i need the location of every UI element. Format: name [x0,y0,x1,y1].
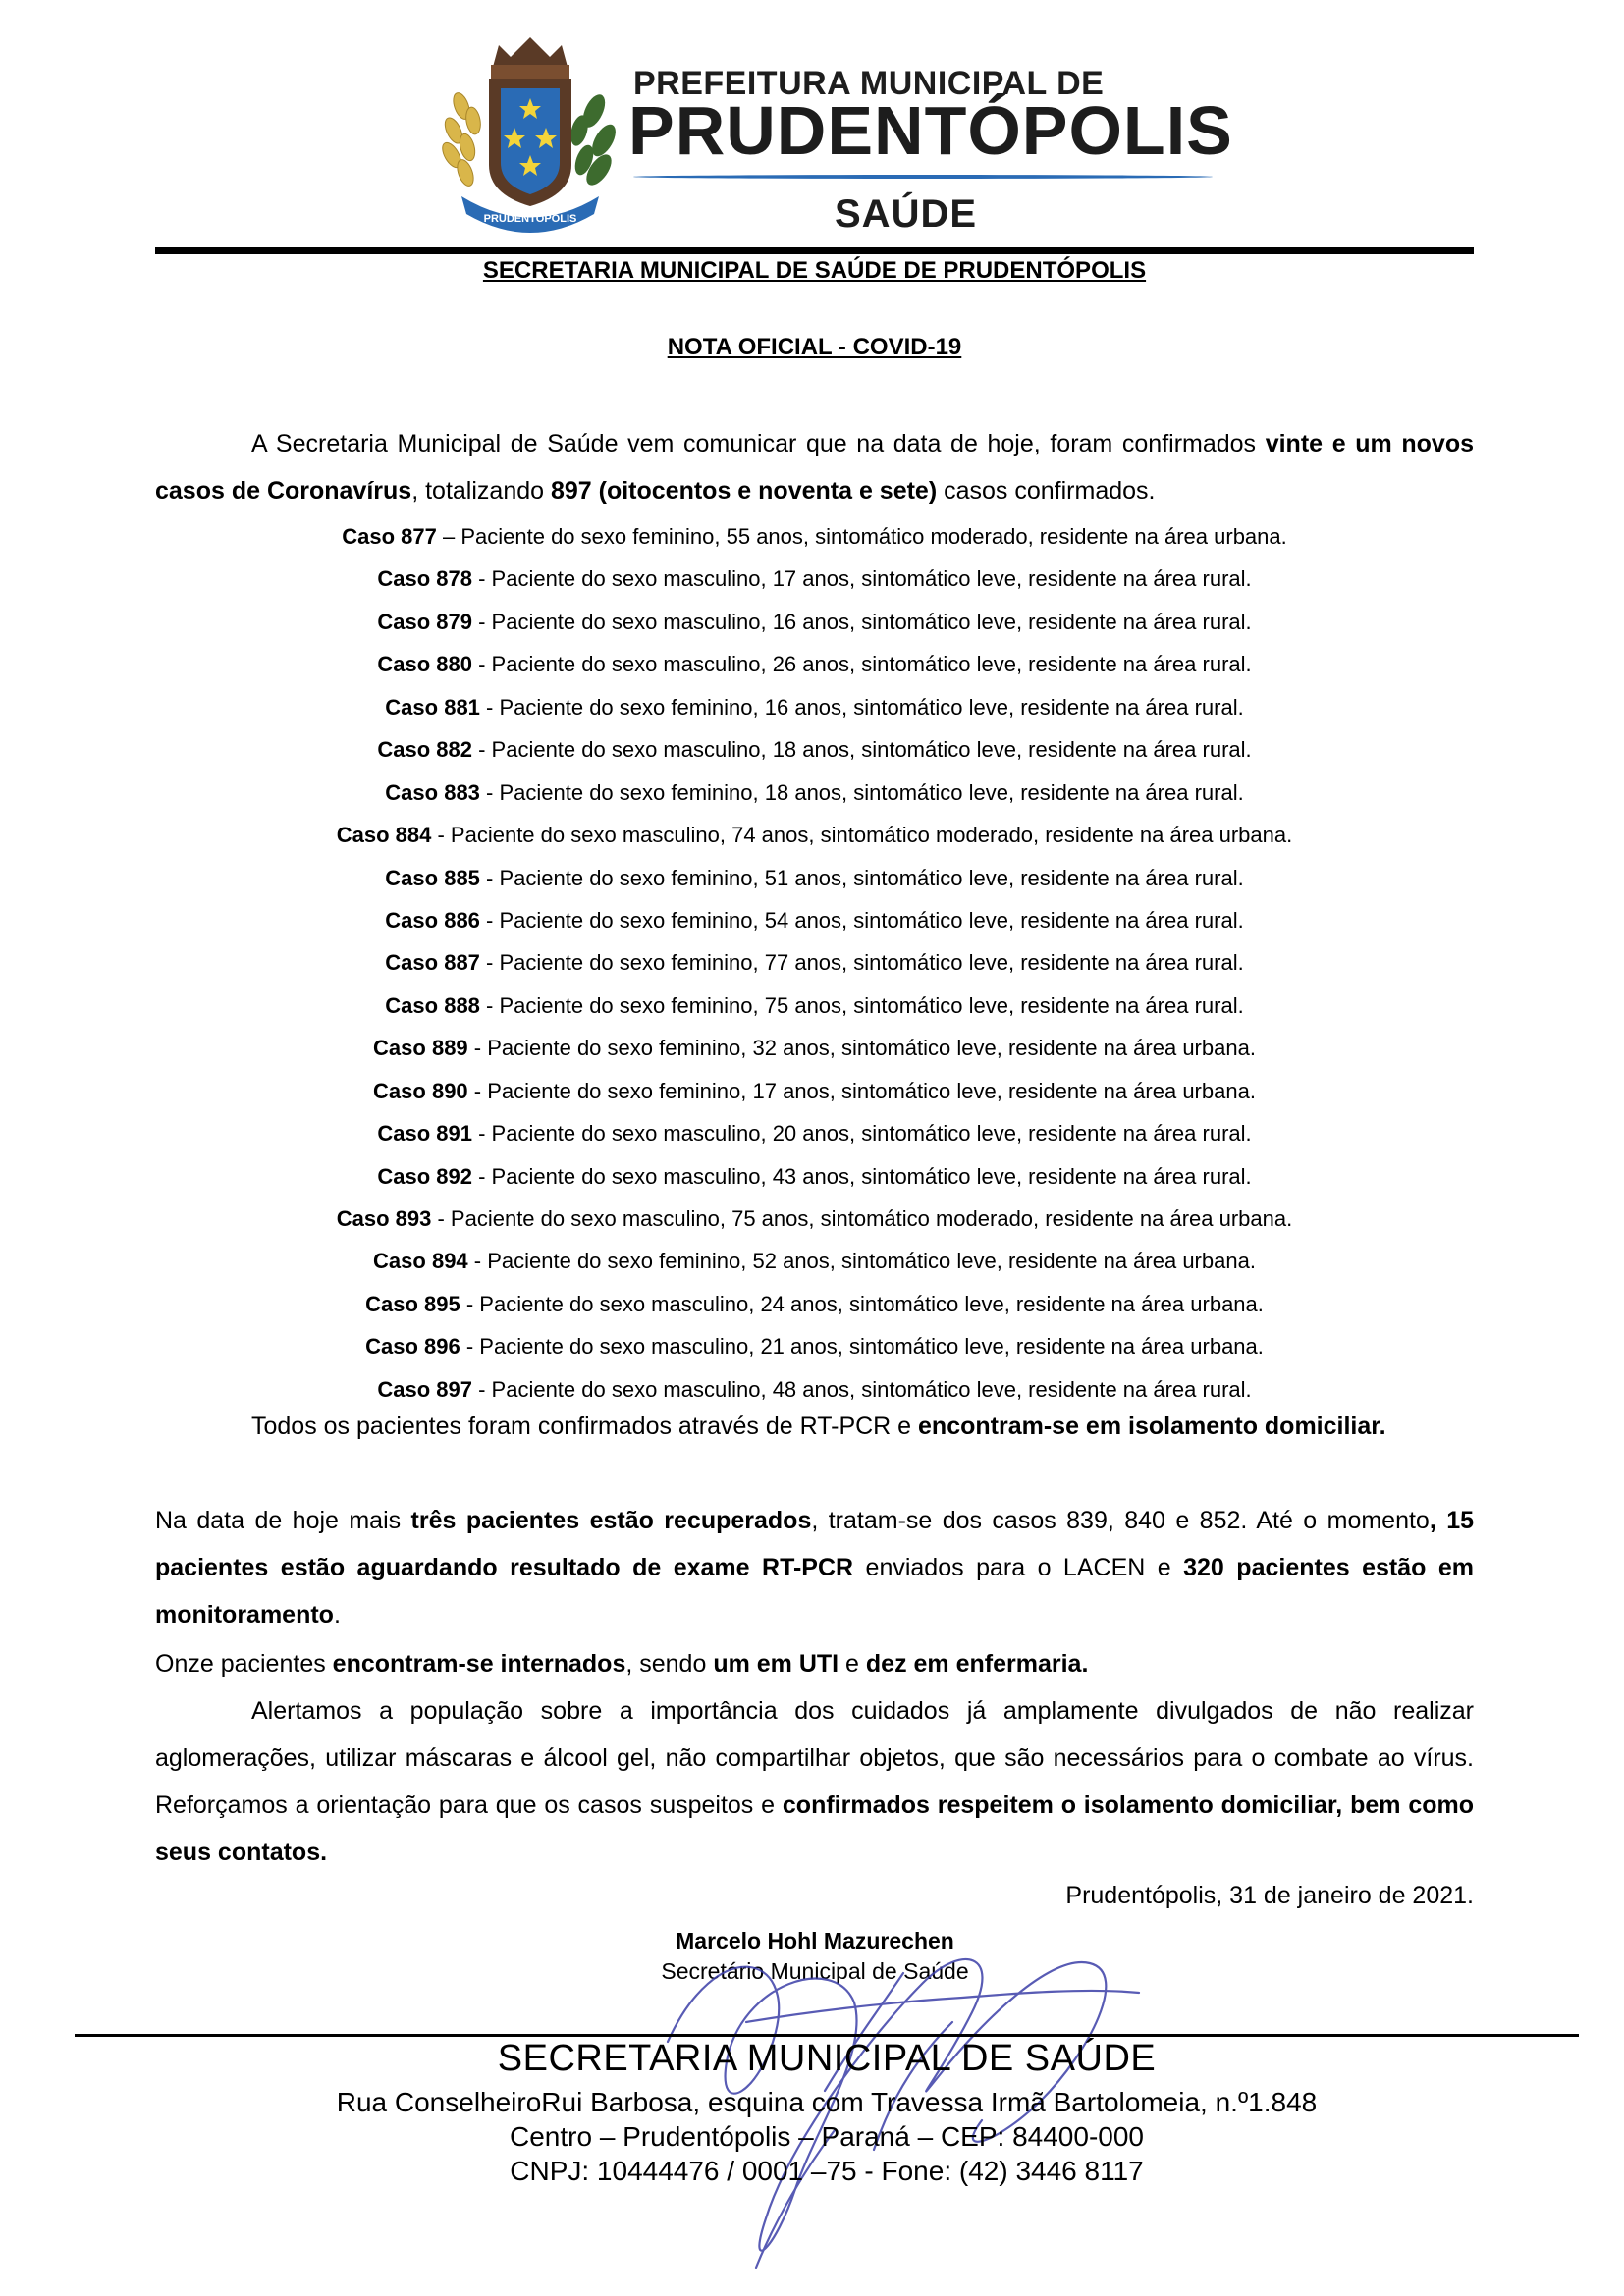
logo-swoosh [633,175,1213,179]
case-label: Caso 880 [377,652,472,677]
case-label: Caso 879 [377,609,472,634]
case-label: Caso 888 [385,992,480,1018]
case-label: Caso 897 [377,1376,472,1402]
case-label: Caso 885 [385,865,480,890]
case-label: Caso 896 [365,1334,460,1360]
case-row [155,1112,1474,1154]
case-row [155,1027,1474,1069]
case-text: - Paciente do sexo feminino, 75 anos, sintomático leve, residente na área rural. [479,992,1244,1018]
recovered-paragraph: Na data de hoje mais três pacientes estão recuperados, tratam-se dos casos 839, 840 e 852. Até o momento, 15 pacientes estão aguardando resultado de exame RT-PCR enviados para o LACEN e 320 pacientes estão em monitoramento. [155,1507,1474,1629]
case-text: - Paciente do sexo masculino, 21 anos, sintomático leve, residente na área urbana. [460,1334,1264,1360]
crest-ribbon-text: PRUDENTÓPOLIS [483,213,577,225]
case-row [155,558,1474,600]
municipal-crest-icon [432,27,628,239]
case-text: - Paciente do sexo masculino, 20 anos, sintomático leve, residente na área rural. [471,1121,1252,1147]
case-row [155,1198,1474,1240]
date-line: Prudentópolis, 31 de janeiro de 2021. [1065,1882,1474,1909]
case-row [155,941,1474,984]
document-subheading: NOTA OFICIAL - COVID-19 [667,334,962,360]
case-text: - Paciente do sexo masculino, 24 anos, sintomático leve, residente na área urbana. [460,1291,1264,1316]
case-row [155,1283,1474,1325]
case-text: - Paciente do sexo masculino, 16 anos, sintomático leve, residente na área rural. [471,609,1252,634]
case-text: - Paciente do sexo masculino, 18 anos, sintomático leve, residente na área rural. [471,737,1252,763]
case-row [155,643,1474,685]
logo-prefeitura-text: PREFEITURA MUNICIPAL DE [633,65,1105,102]
footer-title: SECRETARIA MUNICIPAL DE SAÚDE [497,2038,1157,2079]
case-label: Caso 884 [336,823,432,848]
case-text: - Paciente do sexo feminino, 54 anos, sintomático leve, residente na área rural. [479,907,1244,933]
isolation-paragraph: Todos os pacientes foram confirmados através de RT-PCR e encontram-se em isolamento domiciliar. [251,1413,1386,1440]
case-label: Caso 887 [385,950,480,976]
case-text: - Paciente do sexo feminino, 77 anos, sintomático leve, residente na área rural. [479,950,1244,976]
case-text: - Paciente do sexo feminino, 17 anos, sintomático leve, residente na área urbana. [467,1078,1256,1103]
case-row [155,772,1474,814]
signatory-role: Secretário Municipal de Saúde [661,1958,969,1984]
case-label: Caso 890 [373,1078,468,1103]
intro-paragraph: A Secretaria Municipal de Saúde vem comunicar que na data de hoje, foram confirmados vinte e um novos casos de Coronavírus, totalizando 897 (oitocentos e noventa e sete) casos confirmados. [155,430,1474,505]
case-text: - Paciente do sexo feminino, 32 anos, sintomático leve, residente na área urbana. [467,1036,1256,1061]
footer-divider [75,2034,1579,2037]
case-text: - Paciente do sexo masculino, 48 anos, sintomático leve, residente na área rural. [471,1376,1252,1402]
footer-city: Centro – Prudentópolis – Paraná – CEP: 84400-000 [510,2121,1144,2152]
logo-saude-text: SAÚDE [835,192,978,236]
case-row [155,985,1474,1027]
case-row [155,728,1474,771]
case-text: - Paciente do sexo feminino, 52 anos, sintomático leve, residente na área urbana. [467,1249,1256,1274]
case-label: Caso 891 [377,1121,472,1147]
case-text: - Paciente do sexo masculino, 26 anos, sintomático leve, residente na área rural. [471,652,1252,677]
case-label: Caso 893 [336,1206,432,1231]
case-text: - Paciente do sexo feminino, 16 anos, sintomático leve, residente na área rural. [479,694,1244,720]
case-label: Caso 892 [377,1163,472,1189]
case-text: - Paciente do sexo masculino, 17 anos, sintomático leve, residente na área rural. [471,566,1252,592]
case-label: Caso 886 [385,907,480,933]
case-row [155,1155,1474,1198]
case-text: – Paciente do sexo feminino, 55 anos, sintomático moderado, residente na área urbana. [436,524,1287,549]
footer-address: Rua ConselheiroRui Barbosa, esquina com Travessa Irmã Bartolomeia, n.º1.848 [336,2087,1318,2117]
footer-contact: CNPJ: 10444476 / 0001 –75 - Fone: (42) 3446 8117 [510,2156,1144,2186]
case-row [155,1240,1474,1282]
case-text: - Paciente do sexo masculino, 43 anos, sintomático leve, residente na área rural. [471,1163,1252,1189]
case-text: - Paciente do sexo masculino, 74 anos, sintomático moderado, residente na área urbana. [431,823,1293,848]
letterhead-logo [432,27,1233,239]
document-heading: SECRETARIA MUNICIPAL DE SAÚDE DE PRUDENTÓPOLIS [482,257,1147,284]
signatory-name: Marcelo Hohl Mazurechen [676,1928,954,1953]
case-row [155,601,1474,643]
case-label: Caso 894 [373,1249,468,1274]
case-label: Caso 878 [377,566,472,592]
header-divider [155,247,1474,254]
case-label: Caso 881 [385,694,480,720]
alert-paragraph: Alertamos a população sobre a importância dos cuidados já amplamente divulgados de não realizar aglomerações, utilizar máscaras e álcool gel, não compartilhar objetos, que são necessários para o combate ao vírus. Reforçamos a orientação para que os casos suspeitos e confirmados respeitem o isolamento domiciliar, bem como seus contatos. [155,1697,1474,1866]
case-list [155,515,1474,1411]
case-label: Caso 882 [377,737,472,763]
case-row [155,1070,1474,1112]
case-row [155,1325,1474,1367]
case-text: - Paciente do sexo feminino, 18 anos, sintomático leve, residente na área rural. [479,779,1244,805]
case-text: - Paciente do sexo masculino, 75 anos, sintomático moderado, residente na área urbana. [431,1206,1293,1231]
logo-city-name: PRUDENTÓPOLIS [628,92,1233,169]
case-label: Caso 877 [342,524,437,549]
hospital-paragraph: Onze pacientes encontram-se internados, sendo um em UTI e dez em enfermaria. [155,1650,1089,1678]
case-text: - Paciente do sexo feminino, 51 anos, sintomático leve, residente na área rural. [479,865,1244,890]
case-label: Caso 883 [385,779,480,805]
case-row [155,814,1474,856]
case-row [155,857,1474,899]
case-label: Caso 889 [373,1036,468,1061]
case-row [155,686,1474,728]
case-row [155,515,1474,558]
case-row [155,899,1474,941]
case-label: Caso 895 [365,1291,460,1316]
